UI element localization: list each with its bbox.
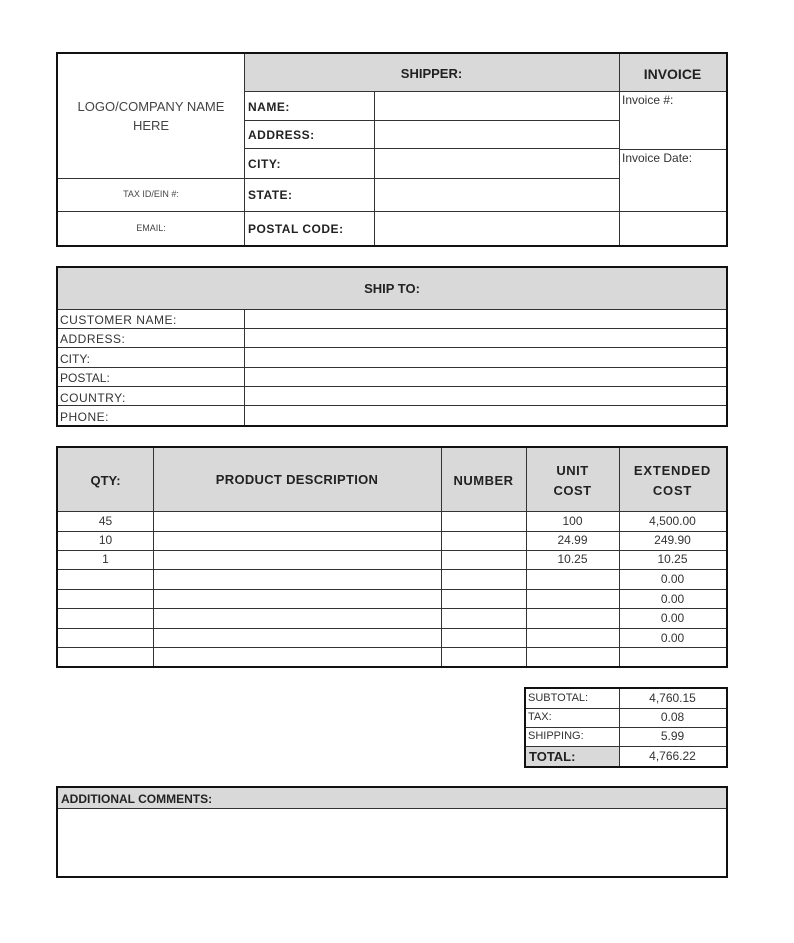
ship-to-postal-label: POSTAL:	[60, 371, 110, 385]
shipper-address-label: ADDRESS:	[248, 128, 315, 142]
company-logo-placeholder	[58, 100, 244, 132]
comments-section	[56, 786, 728, 878]
ship-to-section	[56, 266, 728, 427]
table-row[interactable]	[58, 532, 726, 550]
table-row[interactable]	[58, 570, 726, 589]
qty-cell: 10	[98, 533, 113, 547]
total-value: 4,766.22	[649, 749, 696, 763]
comments-title: ADDITIONAL COMMENTS:	[61, 792, 213, 806]
invoice-date-field[interactable]	[620, 164, 726, 210]
shipper-address-field[interactable]	[375, 121, 619, 148]
ship-to-city-label: CITY:	[60, 352, 91, 366]
tax-value: 0.08	[660, 710, 685, 724]
col-header-extended-cost	[619, 464, 726, 497]
ship-to-phone-field[interactable]	[245, 406, 726, 425]
table-row[interactable]	[58, 629, 726, 647]
invoice-number-label: Invoice #:	[622, 93, 674, 107]
unit-cost-line-2: COST	[553, 483, 592, 498]
extended-cost-cell: 4,500.00	[649, 514, 696, 528]
shipper-section	[56, 52, 728, 247]
shipper-postal-field[interactable]	[375, 212, 619, 245]
unit-cost-cell: 100	[562, 514, 583, 528]
shipper-state-field[interactable]	[375, 179, 619, 211]
unit-cost-line-1: UNIT	[556, 463, 589, 478]
ship-to-phone-label: PHONE:	[60, 410, 110, 424]
shipper-name-field[interactable]	[375, 92, 619, 120]
ship-to-country-field[interactable]	[245, 387, 726, 405]
ship-to-title: SHIP TO:	[364, 281, 420, 296]
comments-field[interactable]	[58, 809, 726, 876]
shipper-city-field[interactable]	[375, 149, 619, 178]
shipper-city-label: CITY:	[248, 157, 281, 171]
invoice-date-label: Invoice Date:	[622, 151, 693, 165]
shipper-state-label: STATE:	[248, 188, 293, 202]
col-header-unit-cost	[526, 464, 619, 497]
subtotal-label: SUBTOTAL:	[528, 692, 589, 704]
customer-name-label: CUSTOMER NAME:	[60, 313, 177, 327]
extended-cost-cell: 0.00	[660, 631, 685, 645]
extended-cost-cell: 10.25	[657, 552, 688, 566]
shipper-postal-label: POSTAL CODE:	[248, 222, 344, 236]
ship-to-city-field[interactable]	[245, 348, 726, 367]
ship-to-postal-field[interactable]	[245, 368, 726, 386]
tax-id-label: TAX ID/EIN #:	[123, 189, 179, 199]
ship-to-address-field[interactable]	[245, 329, 726, 347]
logo-line-1: LOGO/COMPANY NAME	[77, 99, 225, 114]
col-header-qty: QTY:	[90, 473, 121, 488]
items-table	[56, 446, 728, 668]
extended-cost-cell: 0.00	[660, 592, 685, 606]
table-row[interactable]	[58, 551, 726, 569]
extended-cost-line-2: COST	[652, 483, 693, 498]
customer-name-field[interactable]	[245, 310, 726, 328]
extended-cost-cell: 249.90	[654, 533, 691, 547]
shipper-name-label: NAME:	[248, 100, 290, 114]
email-label: EMAIL:	[136, 223, 166, 233]
extended-cost-cell: 0.00	[660, 611, 685, 625]
qty-cell: 1	[102, 552, 109, 566]
shipping-label: SHIPPING:	[528, 730, 584, 742]
shipping-value: 5.99	[660, 729, 685, 743]
col-header-description: PRODUCT DESCRIPTION	[215, 472, 379, 487]
unit-cost-cell: 10.25	[557, 552, 588, 566]
tax-label: TAX:	[528, 711, 552, 723]
table-row[interactable]	[58, 590, 726, 608]
extended-cost-cell: 0.00	[660, 572, 685, 586]
ship-to-address-label: ADDRESS:	[60, 332, 126, 346]
logo-line-2: HERE	[132, 118, 170, 133]
total-label: TOTAL:	[529, 749, 576, 764]
subtotal-value: 4,760.15	[649, 691, 696, 705]
extended-cost-line-1: EXTENDED	[633, 463, 712, 478]
unit-cost-cell: 24.99	[557, 533, 588, 547]
invoice-title: INVOICE	[643, 66, 702, 82]
table-row[interactable]	[58, 648, 726, 666]
shipper-title: SHIPPER:	[400, 66, 463, 81]
table-row[interactable]	[58, 512, 726, 531]
ship-to-country-label: COUNTRY:	[60, 391, 126, 405]
totals-box	[524, 687, 728, 768]
qty-cell: 45	[98, 514, 113, 528]
col-header-number: NUMBER	[453, 473, 514, 488]
invoice-number-field[interactable]	[620, 106, 726, 148]
table-row[interactable]	[58, 609, 726, 628]
